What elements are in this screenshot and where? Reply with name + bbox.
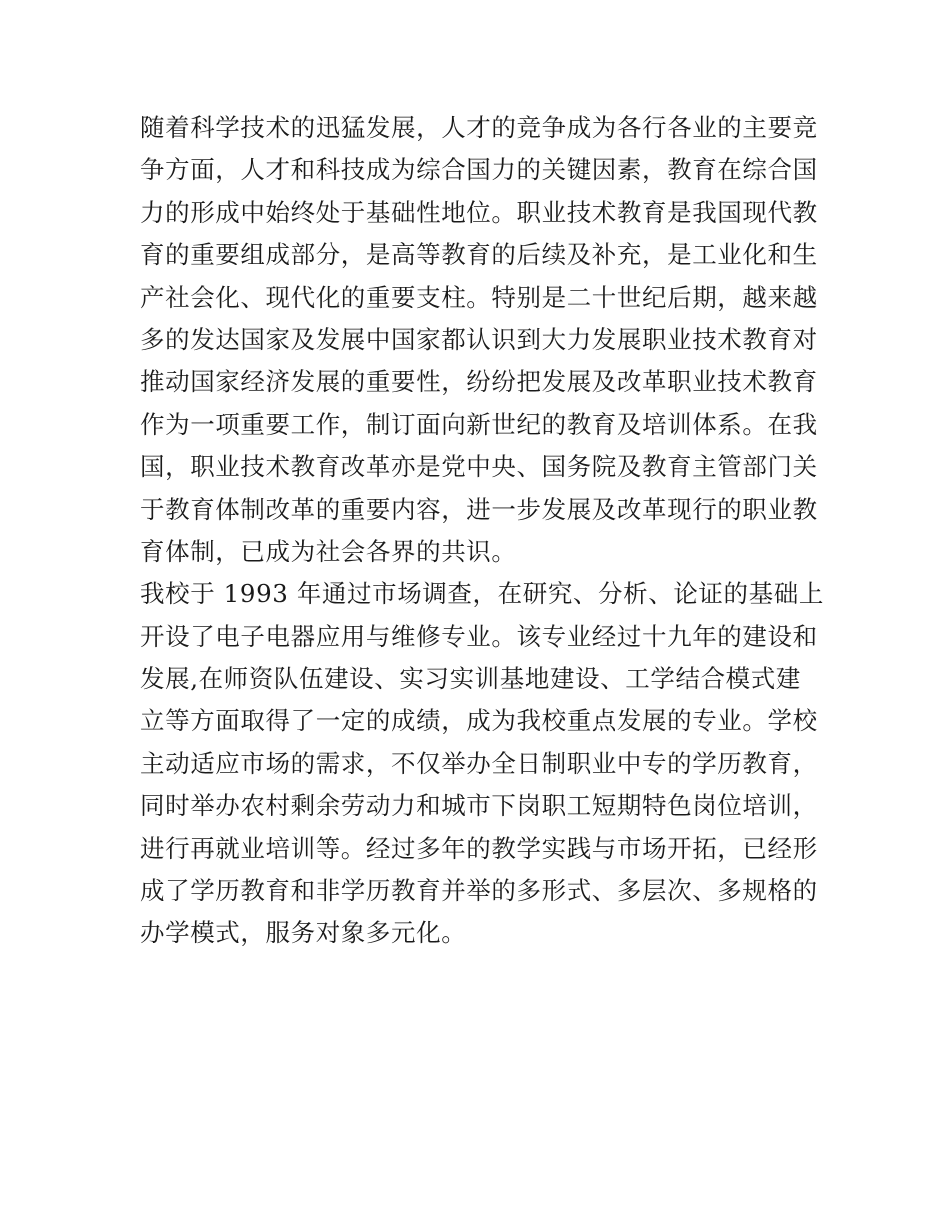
text-line: 随着科学技术的迅猛发展，人才的竞争成为各行各业的主要竞 (140, 113, 818, 142)
text-line: 我校于 1993 年通过市场调查，在研究、分析、论证的基础上 (140, 579, 824, 609)
text-line: 开设了电子电器应用与维修专业。该专业经过十九年的建设和 (140, 621, 818, 651)
text-line: 进行再就业培训等。经过多年的教学实践与市场开拓，已经形 (140, 833, 818, 863)
text-line: 立等方面取得了一定的成绩，成为我校重点发展的专业。学校 (140, 706, 818, 736)
text-line: 作为一项重要工作，制订面向新世纪的教育及培训体系。在我 (140, 409, 818, 439)
text-line: 同时举办农村剩余劳动力和城市下岗职工短期特色岗位培训， (140, 791, 818, 821)
paragraph-2 (140, 573, 824, 955)
text-line: 推动国家经济发展的重要性，纷纷把发展及改革职业技术教育 (140, 367, 818, 397)
text-line: 成了学历教育和非学历教育并举的多形式、多层次、多规格的 (140, 876, 818, 906)
text-line: 多的发达国家及发展中国家都认识到大力发展职业技术教育对 (140, 324, 818, 354)
text-line: 主动适应市场的需求，不仅举办全日制职业中专的学历教育， (140, 748, 818, 778)
text-line: 发展,在师资队伍建设、实习实训基地建设、工学结合模式建 (140, 664, 801, 694)
text-line: 国，职业技术教育改革亦是党中央、国务院及教育主管部门关 (140, 452, 818, 482)
text-line: 育体制，已成为社会各界的共识。 (140, 536, 517, 566)
text-line: 力的形成中始终处于基础性地位。职业技术教育是我国现代教 (140, 197, 818, 227)
text-line: 办学模式，服务对象多元化。 (140, 918, 467, 948)
text-line: 产社会化、现代化的重要支柱。特别是二十世纪后期，越来越 (140, 282, 818, 312)
paragraph-1 (140, 107, 820, 573)
text-line: 于教育体制改革的重要内容，进一步发展及改革现行的职业教 (140, 494, 818, 524)
text-line: 争方面，人才和科技成为综合国力的关键因素，教育在综合国 (140, 155, 818, 185)
text-line: 育的重要组成部分，是高等教育的后续及补充，是工业化和生 (140, 240, 818, 270)
document-body (140, 107, 824, 955)
